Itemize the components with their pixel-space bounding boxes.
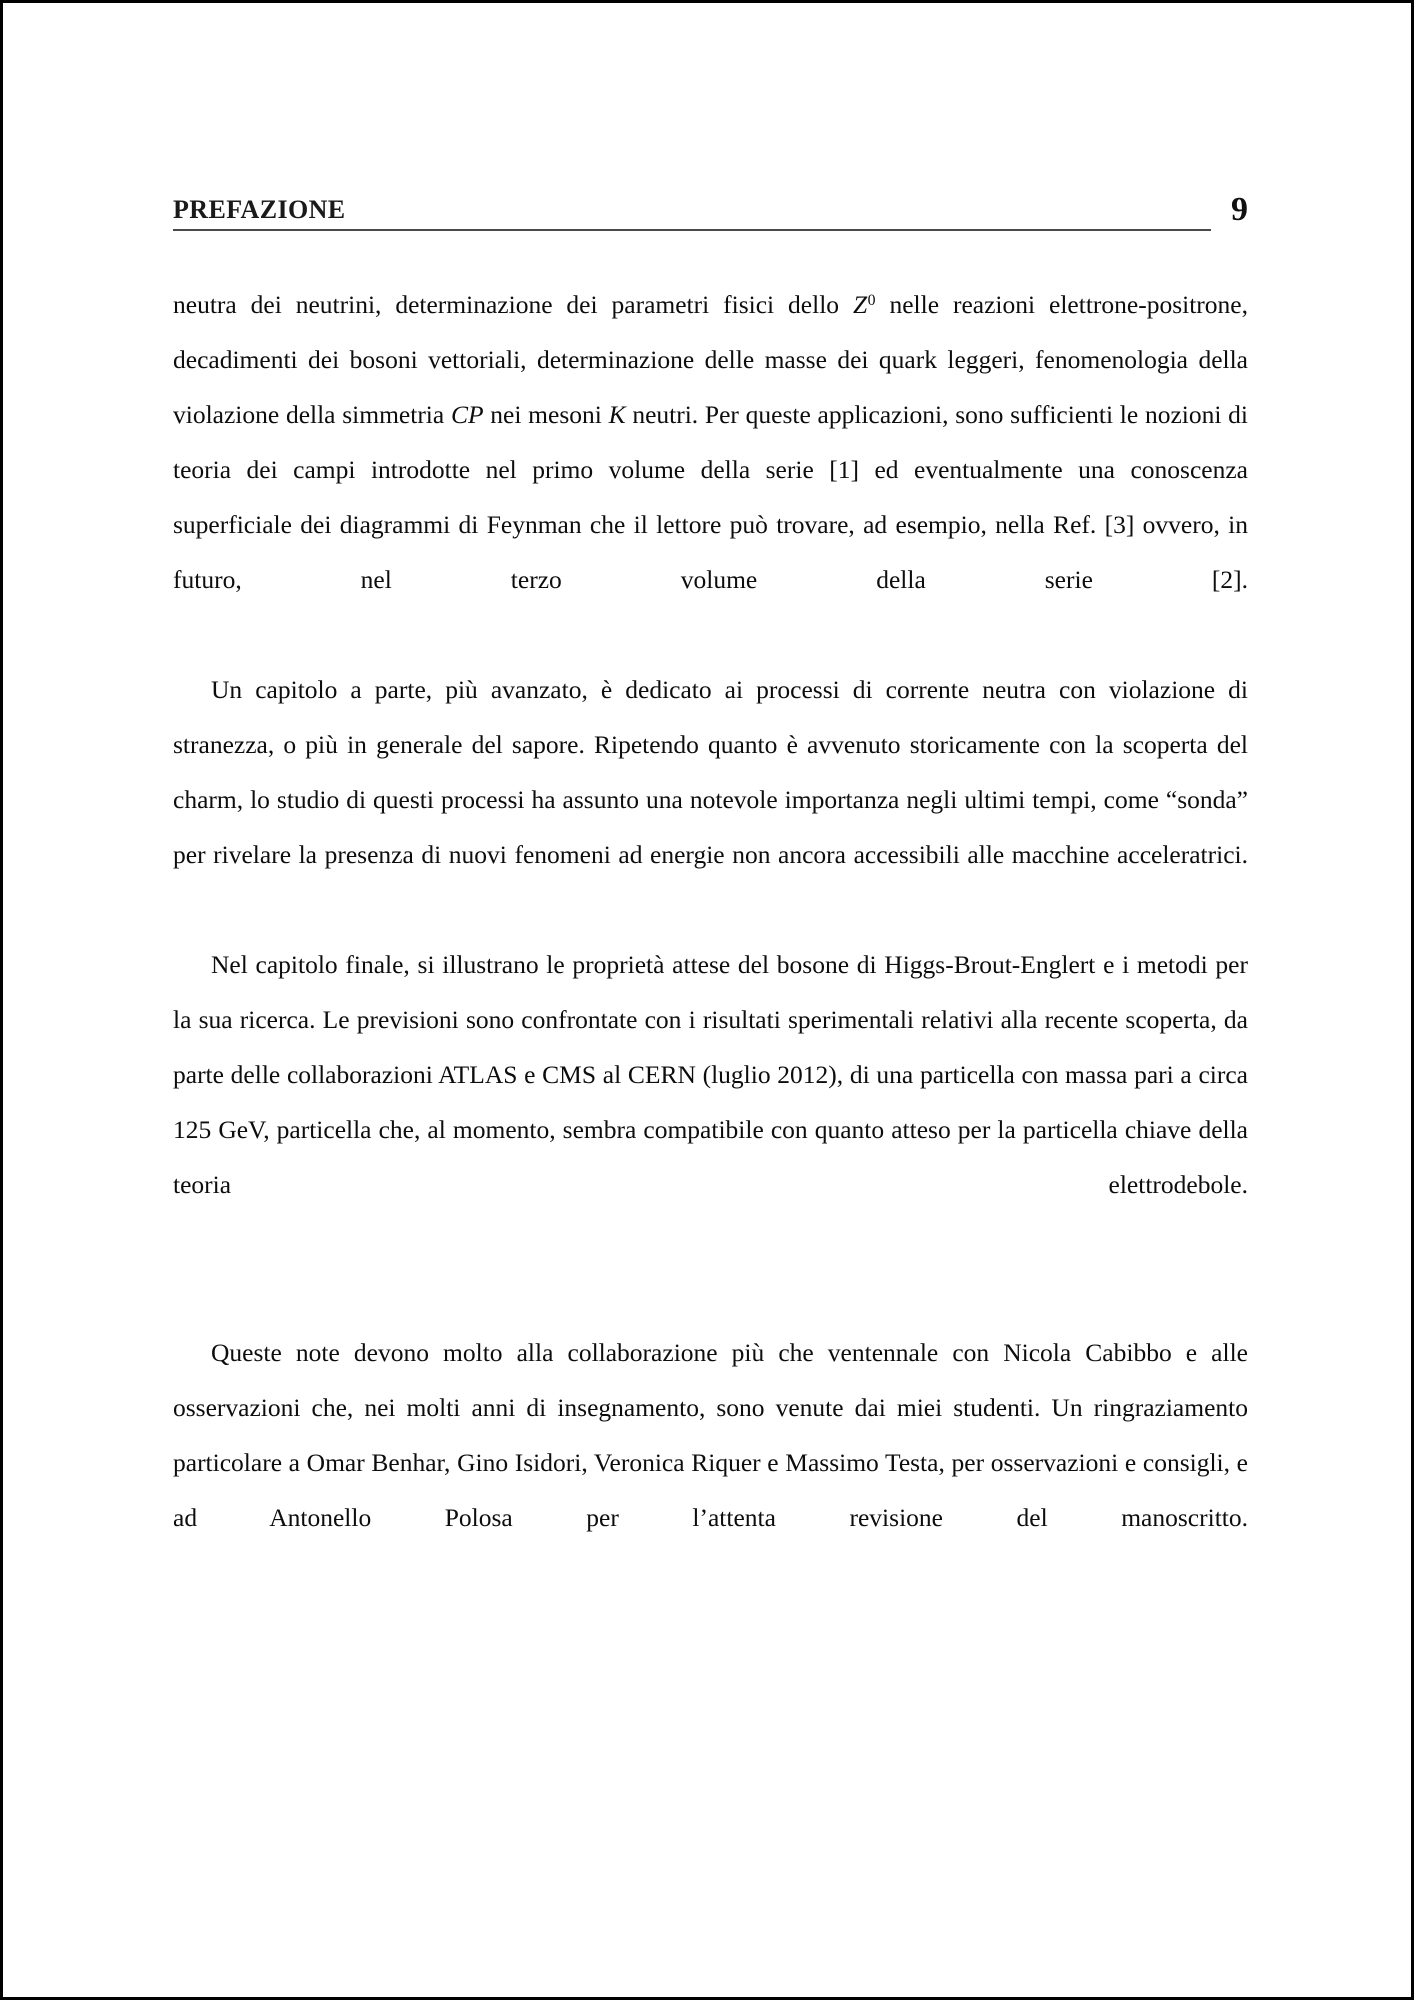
paragraph-1-part-4: neutri. Per queste applicazioni, sono sufficienti le nozioni di teoria dei campi introdotte nel primo volume della serie [1] ed eventualmente una conoscenza superficiale dei diagrammi di Feynman che il lettore può trovare, ad esempio, nella Ref. [3] ovvero, in futuro, nel terzo volume della serie [2]. (173, 400, 1248, 595)
header-divider (173, 229, 1211, 231)
paragraph-intro (173, 273, 1248, 662)
paragraph-higgs-boson: Nel capitolo finale, si illustrano le proprietà attese del bosone di Higgs-Brout-Englert e i metodi per la sua ricerca. Le previsioni sono confrontate con i risultati sperimentali relativi alla recente scoperta, da parte delle collaborazioni ATLAS e CMS al CERN (luglio 2012), di una particella con massa pari a circa 125 GeV, particella che, al momento, sembra compatibile con quanto atteso per la particella chiave della teoria elettrodebole. (173, 950, 1248, 1200)
math-superscript-zero: 0 (867, 292, 876, 309)
paragraph-acknowledgements: Queste note devono molto alla collaborazione più che ventennale con Nicola Cabibbo e alle osservazioni che, nei molti anni di insegnamento, sono venute dai miei studenti. Un ringraziamento particolare a Omar Benhar, Gino Isidori, Veronica Riquer e Massimo Testa, per osservazioni e consigli, e ad Antonello Polosa per l’attenta revisione del manoscritto. (173, 1338, 1248, 1533)
body-text (173, 273, 1248, 1600)
paragraph-1-part-3: nei mesoni (483, 400, 609, 430)
running-head (173, 167, 1248, 228)
page-number: 9 (1231, 191, 1248, 228)
paragraph-flavour-changing-neutral-currents: Un capitolo a parte, più avanzato, è dedicato ai processi di corrente neutra con violazione di stranezza, o più in generale del sapore. Ripetendo quanto è avvenuto storicamente con la scoperta del charm, lo studio di questi processi ha assunto una notevole importanza negli ultimi tempi, come “sonda” per rivelare la presenza di nuovi fenomeni ad energie non ancora accessibili alle macchine acceleratrici. (173, 675, 1248, 870)
page-content (173, 3, 1248, 1600)
paragraph-1-part-1: neutra dei neutrini, determinazione dei parametri fisici dello (173, 290, 853, 320)
page-title: PREFAZIONE (173, 195, 346, 224)
math-symbol-cp: CP (450, 400, 484, 430)
math-symbol-z-boson: Z (852, 290, 868, 320)
paragraph-1-part-2: nelle reazioni elettrone-positrone, decadimenti dei bosoni vettoriali, determinazione delle masse dei quark leggeri, fenomenologia della violazione della simmetria (173, 290, 1248, 430)
math-symbol-k-meson: K (608, 400, 626, 430)
